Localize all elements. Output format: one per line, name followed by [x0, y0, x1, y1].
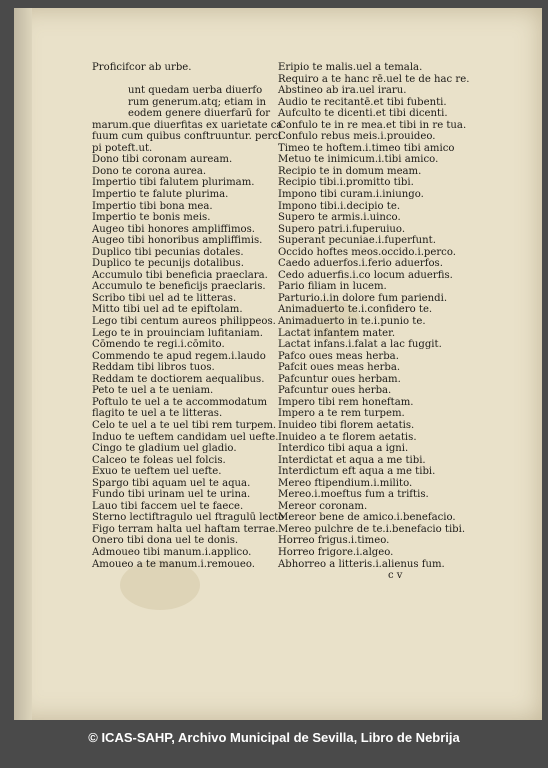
text-line: Impono tibi.i.decipio te.	[278, 200, 401, 212]
text-line: Recipio te in domum meam.	[278, 165, 422, 177]
text-line: Eripio te malis.uel a temala.	[278, 62, 423, 73]
text-line: Accumulo te beneficijs praeclaris.	[92, 281, 266, 293]
text-line: Recipio tibi.i.promitto tibi.	[278, 177, 414, 189]
text-line: Lego te in prouinciam lufitaniam.	[92, 327, 263, 339]
text-line: Abstineo ab ira.uel iraru.	[278, 85, 407, 97]
text-line: Mereo ftipendium.i.milito.	[278, 477, 413, 489]
text-line: Cōmendo te regi.i.cōmito.	[92, 339, 225, 351]
text-line: Timeo te hoftem.i.timeo tibi amico	[278, 142, 455, 154]
text-line: Commendo te apud regem.i.laudo	[92, 350, 266, 362]
text-line: Amoueo a te manum.i.remoueo.	[92, 558, 255, 570]
text-line: Audio te recitantē.et tibi fubenti.	[278, 96, 447, 108]
text-line: Parturio.i.in dolore fum pariendi.	[278, 292, 448, 304]
text-line: Accumulo tibi beneficia praeclara.	[92, 269, 268, 281]
text-line: Pafcuntur oues herbam.	[278, 373, 401, 385]
text-line: Duplico tibi pecunias dotales.	[92, 246, 244, 258]
text-line: Abhorreo a litteris.i.alienus fum.	[278, 558, 445, 570]
left-text-column	[92, 62, 284, 570]
text-line: Exuo te ueftem uel uefte.	[92, 466, 222, 478]
text-line: Cingo te gladium uel gladio.	[92, 443, 237, 455]
text-line: rum generum.atq; etiam in	[128, 96, 267, 108]
text-line: Animaduerto in te.i.punio te.	[278, 316, 426, 328]
text-line: Sterno lectiftragulo uel ftragulū lecto	[92, 512, 285, 524]
text-line: Lauo tibi faccem uel te faece.	[92, 500, 244, 512]
text-line: Animaduerto te.i.confidero te.	[278, 304, 433, 316]
text-line: fuum cum quibus conftruuntur. perci	[92, 131, 282, 143]
text-line: Lego tibi centum aureos philippeos.	[92, 316, 276, 328]
text-line: Reddam tibi libros tuos.	[92, 362, 215, 374]
text-line: Spargo tibi aquam uel te aqua.	[92, 477, 251, 489]
text-line: Mereor coronam.	[278, 500, 368, 512]
text-line: Dono te corona aurea.	[92, 165, 207, 177]
signature-mark: c v	[388, 570, 403, 581]
text-line: Figo terram halta uel haftam terrae.	[92, 523, 279, 535]
text-line: Metuo te inimicum.i.tibi amico.	[278, 154, 439, 166]
text-line: Impero tibi rem honeftam.	[278, 396, 414, 408]
text-line: Augeo tibi honores ampliffimos.	[92, 223, 255, 235]
text-line: Supero patri.i.fuperuiuo.	[278, 223, 406, 235]
text-line: Pafco oues meas herba.	[278, 350, 399, 362]
text-line: Lactat infans.i.falat a lac fuggit.	[278, 339, 442, 351]
text-line: Peto te uel a te ueniam.	[92, 385, 214, 397]
text-line: unt quedam uerba diuerfo	[128, 85, 263, 97]
text-line: Mereo pulchre de te.i.benefacio tibi.	[278, 523, 466, 535]
text-line: marum.que diuerfitas ex uarietate ca	[92, 119, 283, 131]
text-line: eodem genere diuerfarū for	[128, 108, 271, 120]
text-line: Impertio tibi falutem plurimam.	[92, 177, 255, 189]
image-credit: © ICAS-SAHP, Archivo Municipal de Sevilla, Libro de Nebrija	[88, 730, 460, 745]
text-line: Impertio te bonis meis.	[92, 212, 211, 224]
text-line: Confulo rebus meis.i.prouideo.	[278, 131, 436, 143]
text-line: Mitto tibi uel ad te epiftolam.	[92, 304, 243, 316]
text-line: flagito te uel a te litteras.	[92, 408, 223, 420]
text-line: Fundo tibi urinam uel te urina.	[92, 489, 251, 501]
text-line: Pafcuntur oues herba.	[278, 385, 392, 397]
text-line: Onero tibi dona uel te donis.	[92, 535, 239, 547]
text-line: Superant pecuniae.i.fuperfunt.	[278, 235, 436, 247]
text-line: Inuideo tibi florem aetatis.	[278, 419, 415, 431]
text-line: Inuideo a te florem aetatis.	[278, 431, 417, 443]
text-line: Pafcit oues meas herba.	[278, 362, 401, 374]
text-line: Impertio te falute plurima.	[92, 189, 229, 201]
text-line: Interdictat et aqua a me tibi.	[278, 454, 426, 466]
text-line: Confulo te in re mea.et tibi in re tua.	[278, 119, 467, 131]
text-line: Celo te uel a te uel tibi rem turpem.	[92, 419, 277, 431]
text-line: Admoueo tibi manum.i.applico.	[92, 546, 252, 558]
text-line: Reddam te doctiorem aequalibus.	[92, 373, 265, 385]
text-line: Interdictum eft aqua a me tibi.	[278, 466, 436, 478]
text-line: Occido hoftes meos.occido.i.perco.	[278, 246, 456, 258]
text-line: Interdico tibi aqua a igni.	[278, 443, 409, 455]
text-line: Augeo tibi honoribus ampliffimis.	[92, 235, 263, 247]
text-line: Pario filiam in lucem.	[278, 281, 387, 293]
text-line: Poftulo te uel a te accommodatum	[92, 396, 268, 408]
text-line: Lactat infantem mater.	[278, 327, 396, 339]
right-text-column	[278, 62, 469, 570]
text-line: Mereor bene de amico.i.benefacio.	[278, 512, 456, 524]
text-line: Impono tibi curam.i.iniungo.	[278, 189, 424, 201]
text-line: Induo te ueftem candidam uel uefte.	[92, 431, 279, 443]
text-line: Cedo aduerfis.i.co locum aduerfis.	[278, 269, 453, 281]
text-line: Caedo aduerfos.i.ferio aduerfos.	[278, 258, 443, 270]
page-gutter	[14, 8, 32, 720]
text-line: Supero te armis.i.uinco.	[278, 212, 401, 224]
text-line: Horreo frigus.i.timeo.	[278, 535, 390, 547]
text-line	[92, 74, 284, 86]
text-line: pi poteft.ut.	[92, 142, 153, 154]
text-line: Aufculto te dicenti.et tibi dicenti.	[278, 108, 448, 120]
text-line: Scribo tibi uel ad te litteras.	[92, 292, 237, 304]
text-line: Impertio tibi bona mea.	[92, 200, 213, 212]
text-line: Requiro a te hanc rē.uel te de hac re.	[278, 73, 470, 85]
text-line: Mereo.i.moeftus fum a triftis.	[278, 489, 429, 501]
text-line: Duplico te pecunijs dotalibus.	[92, 258, 244, 270]
text-line: Calceo te foleas uel folcis.	[92, 454, 226, 466]
text-line: Proficifcor ab urbe.	[92, 62, 192, 73]
text-line: Impero a te rem turpem.	[278, 408, 405, 420]
text-line: Dono tibi coronam auream.	[92, 154, 233, 166]
text-line: Horreo frigore.i.algeo.	[278, 546, 394, 558]
